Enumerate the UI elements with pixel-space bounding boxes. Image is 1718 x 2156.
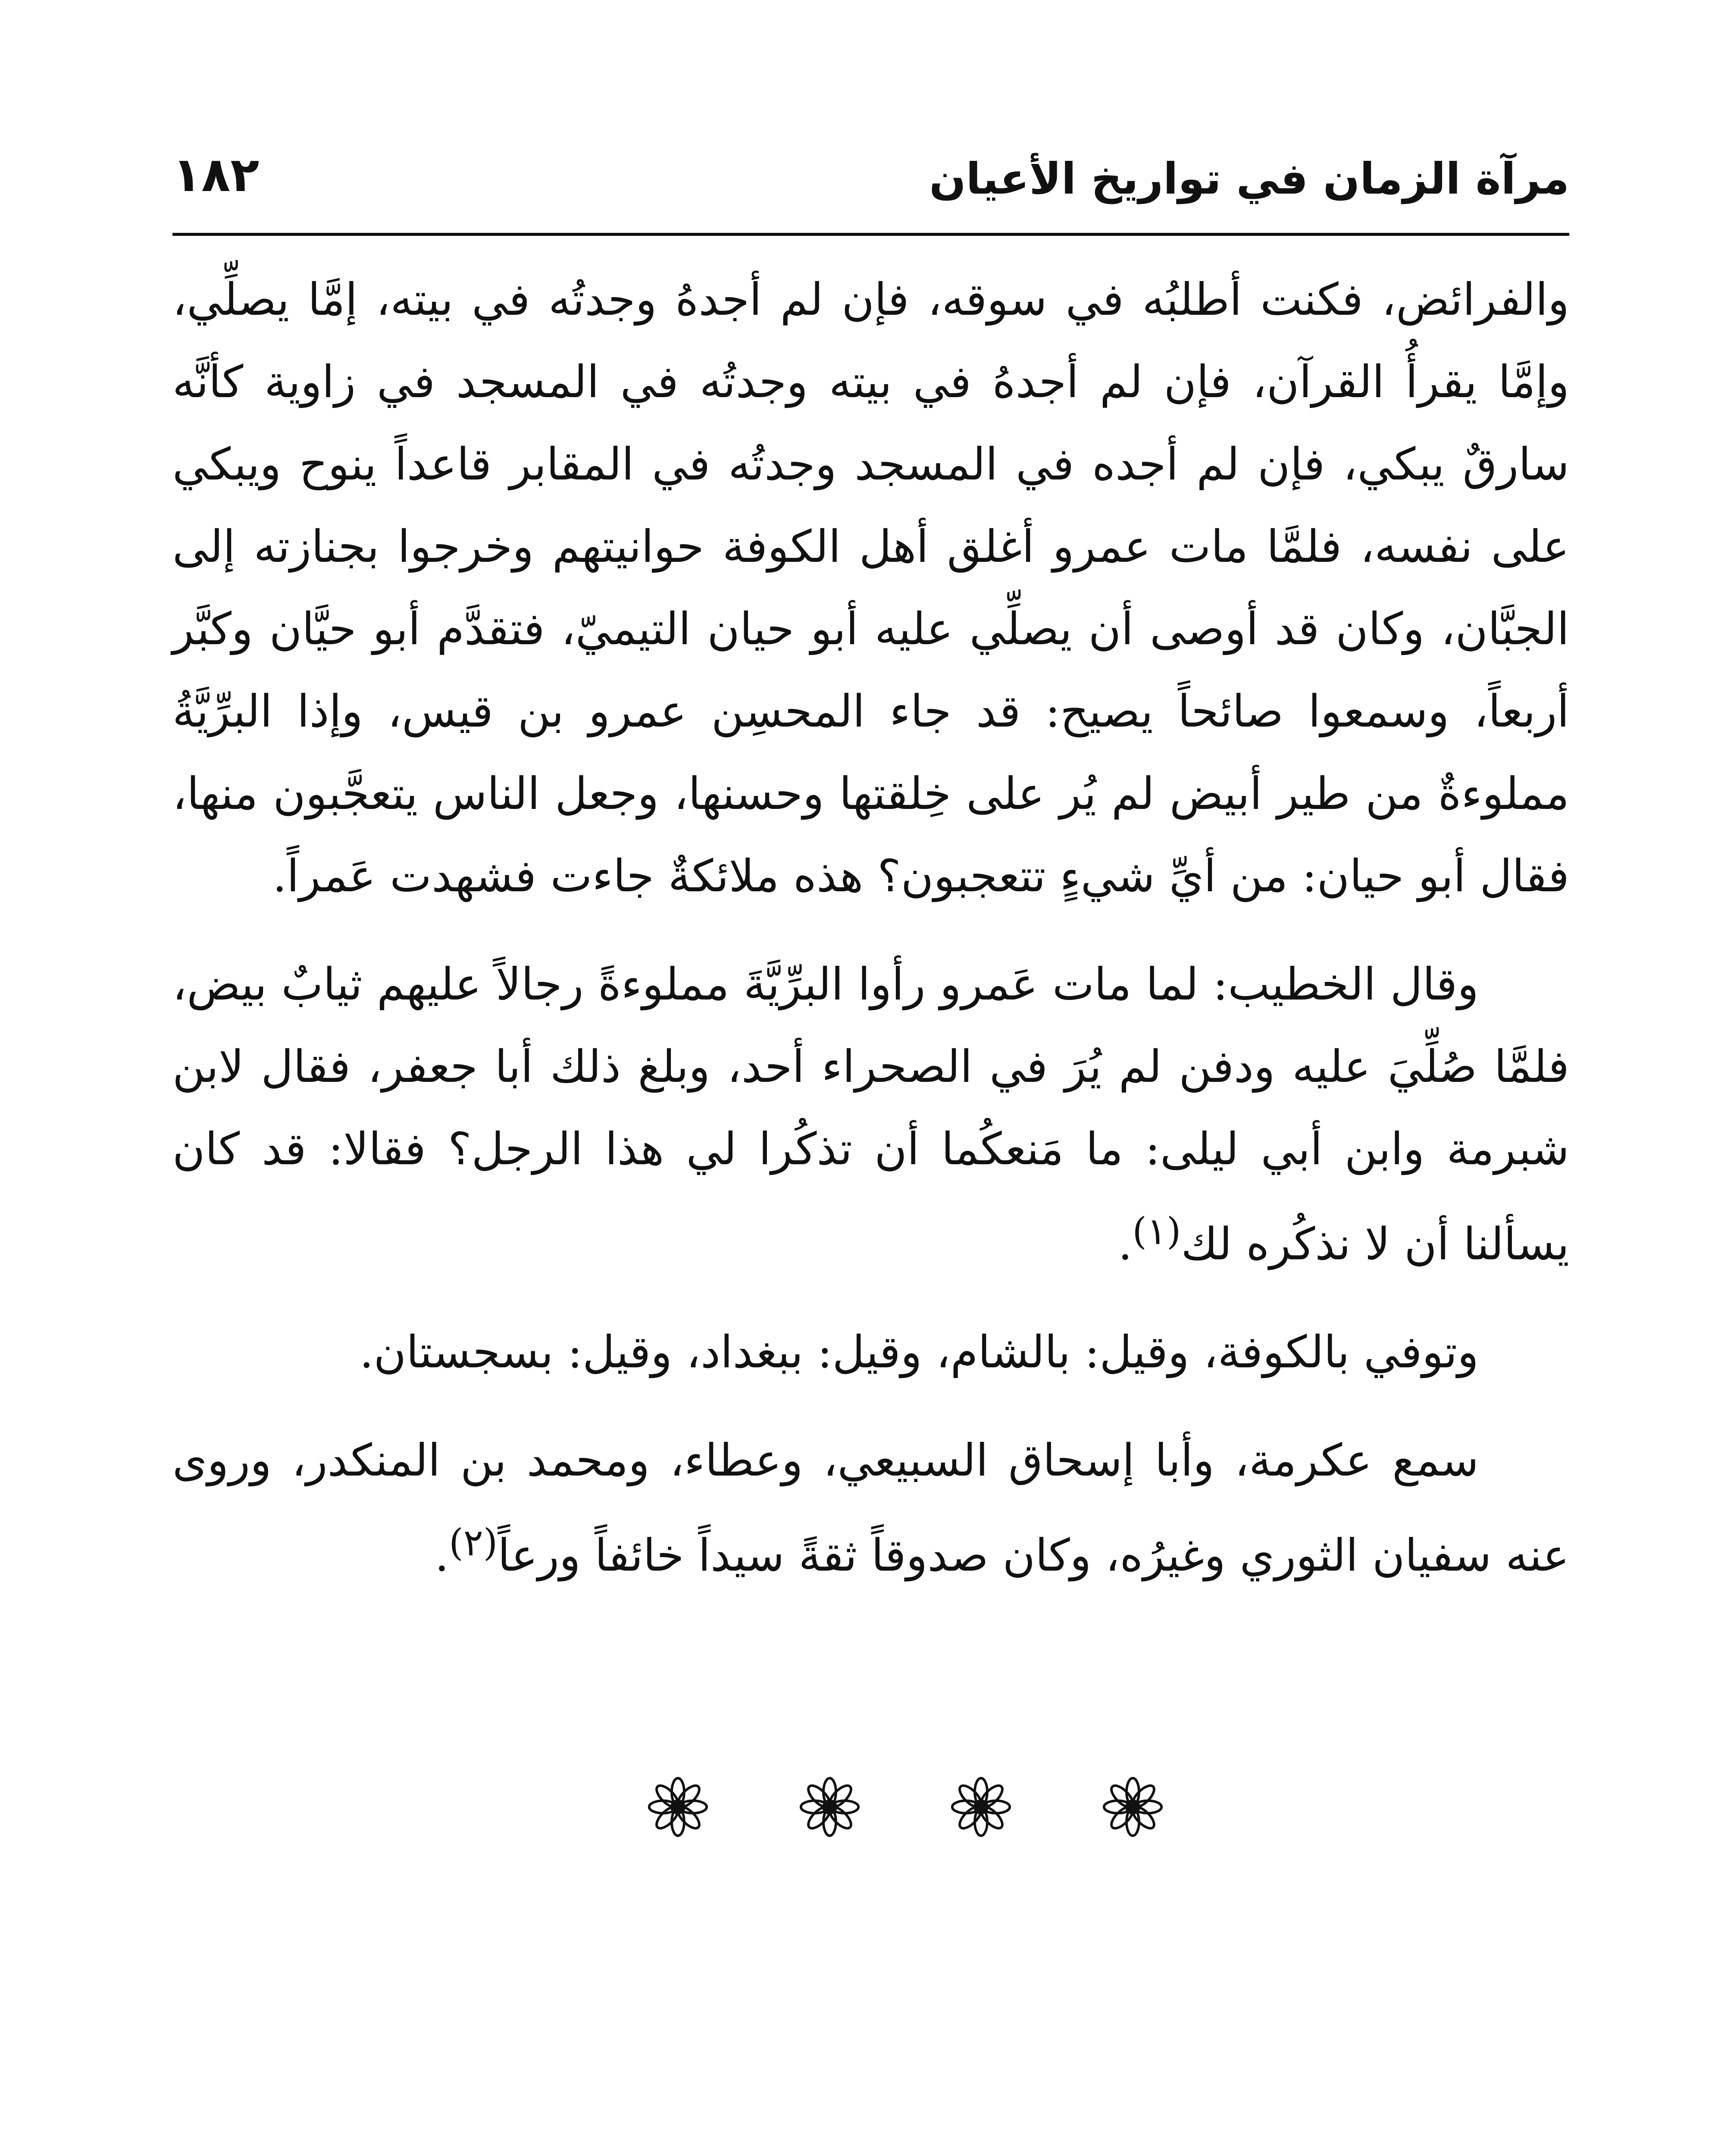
running-header [172, 129, 1569, 229]
flower-ornament-icon [950, 1776, 1012, 1838]
running-title: مرآة الزمان في تواريخ الأعيان [929, 154, 1569, 204]
flower-ornament-icon [1102, 1776, 1164, 1838]
paragraph-4-period: . [435, 1529, 449, 1582]
paragraph-4-text: سمع عكرمة، وأبا إسحاق السبيعي، وعطاء، ومحمد بن المنكدر، وروى عنه سفيان الثوري وغيرُه، وكان صدوقاً ثقةً سيداً خائفاً ورعاً [172, 1435, 1569, 1582]
paragraph-1 [172, 259, 1569, 918]
main-text [172, 259, 1569, 1597]
paragraph-2-period: . [1118, 1218, 1133, 1270]
header-divider [172, 233, 1569, 236]
paragraph-4 [172, 1420, 1569, 1597]
footnote-ref-2[interactable]: (٢) [449, 1521, 498, 1565]
paragraph-3 [172, 1311, 1569, 1394]
flower-ornament-icon [647, 1776, 709, 1838]
flower-ornament-icon [798, 1776, 861, 1838]
paragraph-1-text: والفرائض، فكنت أطلبُه في سوقه، فإن لم أجدهُ وجدتُه في بيته، إمَّا يصلِّي، وإمَّا يقرأُ القرآن، فإن لم أجدهُ في بيته وجدتُه في المسجد في زاوية كأنَّه سارقٌ يبكي، فإن لم أجده في المسجد وجدتُه في المقابر قاعداً ينوح ويبكي على نفسه، فلمَّا مات عمرو أغلق أهل الكوفة حوانيتهم وخرجوا بجنازته إلى الجبَّان، وكان قد أوصى أن يصلِّي عليه أبو حيان التيميّ، فتقدَّم أبو حيَّان وكبَّر أربعاً، وسمعوا صائحاً يصيح: قد جاء المحسِن عمرو بن قيس، وإذا البرِّيَّةُ مملوءةٌ من طير أبيض لم يُر على خِلقتها وحسنها، وجعل الناس يتعجَّبون منها، فقال أبو حيان: من أيِّ شيءٍ تتعجبون؟ هذه ملائكةٌ جاءت فشهدت عَمراً. [172, 274, 1569, 902]
footnote-ref-1[interactable]: (١) [1132, 1210, 1181, 1253]
section-separator [647, 1772, 1164, 1841]
page-number: ١٨٢ [172, 147, 260, 202]
paragraph-2-text: وقال الخطيب: لما مات عَمرو رأوا البرِّيَّةَ مملوءةً رجالاً عليهم ثيابٌ بيض، فلمَّا صُلِّيَ عليه ودفن لم يُرَ في الصحراء أحد، وبلغ ذلك أبا جعفر، فقال لابن شبرمة وابن أبي ليلى: ما مَنعكُما أن تذكُرا لي هذا الرجل؟ فقالا: قد كان يسألنا أن لا نذكُره لك [172, 959, 1569, 1270]
paragraph-3-text: وتوفي بالكوفة، وقيل: بالشام، وقيل: ببغداد، وقيل: بسجستان. [359, 1326, 1479, 1379]
paragraph-2 [172, 943, 1569, 1285]
